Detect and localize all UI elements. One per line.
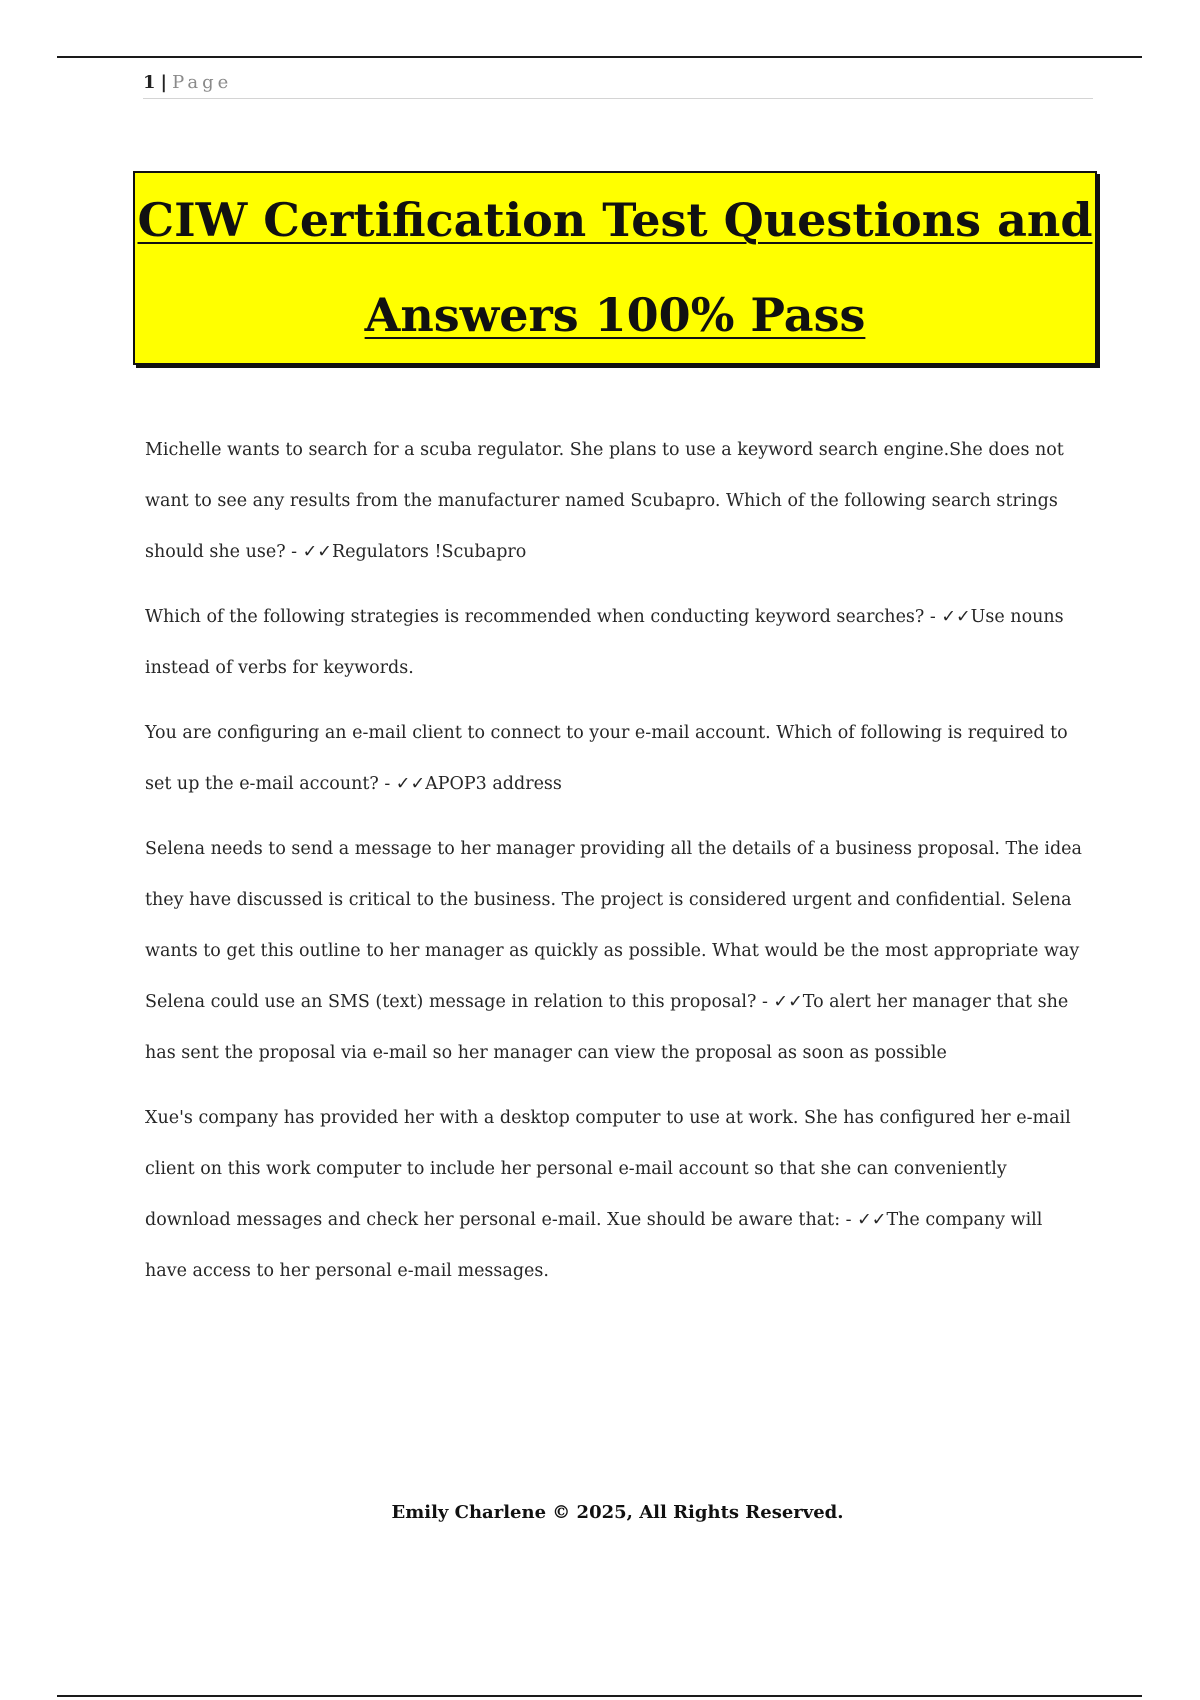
question-answer-4: Selena needs to send a message to her manager providing all the details of a business proposal. The idea they have discussed is critical to the business. The project is considered urgent and confidential. Selena wants to get this outline to her manager as quickly as possible. What would be the most appropriate way Selena could use an SMS (text) message in relation to this proposal? - ✓✓To alert her manager that she has sent the proposal via e-mail so her manager can view the proposal as soon as possible: [145, 839, 1082, 1063]
question-answer-2: Which of the following strategies is recommended when conducting keyword searches? - ✓✓Use nouns instead of verbs for keywords.: [145, 607, 1064, 678]
question-answer-1: Michelle wants to search for a scuba regulator. She plans to use a keyword search engine.She does not want to see any results from the manufacturer named Scubapro. Which of the following search strings should she use? - ✓✓Regulators !Scubapro: [145, 440, 1064, 562]
page-number: 1: [143, 72, 157, 93]
page-header: [143, 72, 1093, 99]
title-banner: [133, 171, 1097, 365]
question-answer-5: Xue's company has provided her with a desktop computer to use at work. She has configured her e-mail client on this work computer to include her personal e-mail account so that she can conveniently download messages and check her personal e-mail. Xue should be aware that: - ✓✓The company will have access to her personal e-mail messages.: [145, 1108, 1071, 1281]
title-line-2: Answers 100% Pass: [364, 288, 866, 342]
page-label: Page: [172, 72, 233, 93]
footer-copyright: Emily Charlene © 2025, All Rights Reserved.: [391, 1502, 844, 1523]
top-rule: [57, 56, 1142, 58]
question-answer-3: You are configuring an e-mail client to connect to your e-mail account. Which of following is required to set up the e-mail account? - ✓✓APOP3 address: [145, 723, 1068, 794]
title-line-1: CIW Certification Test Questions and: [137, 193, 1093, 247]
page-separator: |: [160, 72, 169, 93]
question-list: [145, 425, 1085, 1297]
bottom-rule: [57, 1695, 1142, 1697]
